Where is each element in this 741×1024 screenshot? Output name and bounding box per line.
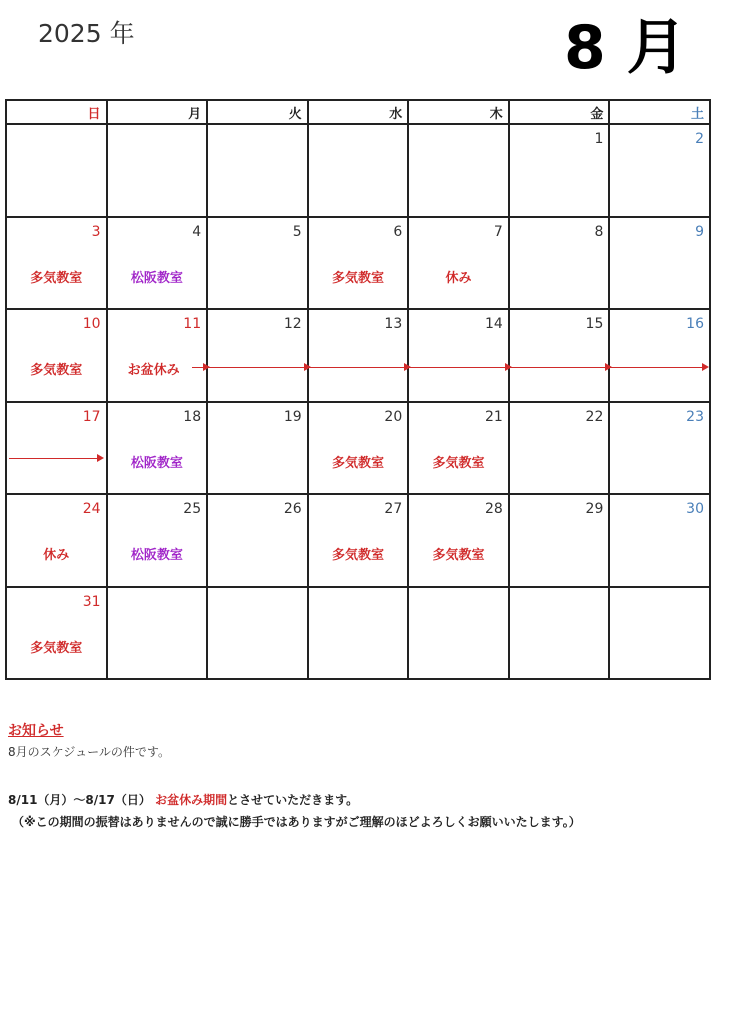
day-cell [308,402,409,495]
day-cell [509,494,610,587]
day-number: 10 [82,316,101,332]
day-cell [207,217,308,310]
day-cell-empty [6,124,107,217]
day-cell [6,402,107,495]
day-number: 18 [183,408,202,425]
event-label: 多気教室 [432,548,485,563]
obon-arrow-line [508,367,611,368]
day-cell [509,124,610,217]
day-cell [609,402,710,495]
event-label: 多気教室 [432,455,485,471]
day-cell-empty [207,587,308,680]
day-cell-empty [408,587,509,680]
month-label: 8 月 [564,13,687,83]
day-cell [509,217,610,310]
day-cell [6,494,107,587]
day-number: 15 [585,316,604,332]
period-highlight: お盆休み期間 [155,793,228,807]
day-cell-empty [207,124,308,217]
day-cell [408,309,509,402]
event-label: 多気教室 [331,455,384,471]
week-row [6,217,710,310]
calendar-grid [5,99,711,680]
day-cell [308,217,409,310]
day-number: 21 [484,408,503,425]
day-cell [107,309,208,402]
day-cell [408,217,509,310]
day-cell-empty [308,587,409,680]
day-cell [207,402,308,495]
day-cell [609,124,710,217]
day-number: 1 [594,131,604,147]
event-label: 多気教室 [30,270,83,286]
week-row [6,494,710,587]
event-label: 多気教室 [331,548,384,563]
day-cell-empty [107,587,208,680]
day-cell [509,309,610,402]
day-number: 8 [594,223,604,240]
day-number: 24 [82,501,101,517]
year-label: 2025 年 [38,19,135,48]
week-row [6,402,710,495]
day-cell [308,494,409,587]
day-cell [509,402,610,495]
day-cell [207,494,308,587]
day-cell [107,402,208,495]
week-row [6,309,710,402]
day-cell [408,402,509,495]
event-label: 多気教室 [30,363,83,378]
day-number: 3 [91,223,101,240]
day-cell [308,309,409,402]
day-cell-empty [107,124,208,217]
day-cell [6,587,107,680]
weekday-mon: 月 [107,100,208,124]
day-number: 28 [484,501,503,517]
day-cell [207,309,308,402]
day-number: 12 [283,316,302,332]
event-label: 松阪教室 [130,548,183,563]
day-cell-empty [509,587,610,680]
obon-period-text [8,791,358,808]
day-number: 16 [686,316,704,332]
day-cell-empty [609,587,710,680]
weekday-sat: 土 [609,100,710,124]
period-dates: 8/11（月）～8/17（日） [8,793,151,807]
day-number: 19 [283,408,302,425]
day-number: 30 [686,501,704,517]
obon-arrow-head [608,367,707,368]
day-number: 22 [585,408,604,425]
obon-arrow-line [206,367,309,368]
day-cell [609,494,710,587]
day-number: 6 [393,223,403,240]
obon-arrow-line [307,367,410,368]
event-label: 多気教室 [30,640,83,656]
weekday-header-row [6,100,710,124]
day-cell [107,494,208,587]
day-number: 13 [384,316,403,332]
day-number: 11 [183,316,202,332]
event-label: 松阪教室 [130,455,183,471]
obon-arrow-line [407,367,510,368]
day-cell [6,217,107,310]
day-cell [609,217,710,310]
day-number: 17 [82,408,101,425]
day-number: 14 [484,316,503,332]
day-number: 26 [283,501,302,517]
weekday-thu: 木 [408,100,509,124]
day-cell [107,217,208,310]
day-number: 4 [192,223,202,240]
weekday-tue: 火 [207,100,308,124]
event-label: 多気教室 [331,270,384,286]
week-row [6,587,710,680]
day-number: 25 [183,501,202,517]
weekday-sun: 日 [6,100,107,124]
day-number: 9 [695,223,704,240]
day-number: 5 [292,223,302,240]
event-label: お盆休み [127,363,180,378]
period-suffix: とさせていただきます。 [227,793,359,807]
day-number: 29 [585,501,604,517]
week-row [6,124,710,217]
day-cell [6,309,107,402]
notice-note: （※この期間の振替はありませんので誠に勝手ではありますがご理解のほどよろしくお願いいたします。） [12,815,581,829]
event-label: 松阪教室 [130,270,183,286]
day-cell-empty [408,124,509,217]
weekday-fri: 金 [509,100,610,124]
weekday-wed: 水 [308,100,409,124]
day-number: 23 [686,408,704,425]
day-number: 2 [695,131,704,147]
notice-title: お知らせ [8,723,64,739]
event-label: 休み [445,270,472,286]
notice-text: 8月のスケジュールの件です。 [8,745,170,759]
day-number: 7 [493,223,503,240]
day-cell-empty [308,124,409,217]
day-number: 27 [384,501,403,517]
day-number: 31 [82,593,101,610]
day-number: 20 [384,408,403,425]
event-label: 休み [43,548,70,563]
day-cell [609,309,710,402]
day-cell [408,494,509,587]
obon-arrow-end [9,458,102,459]
